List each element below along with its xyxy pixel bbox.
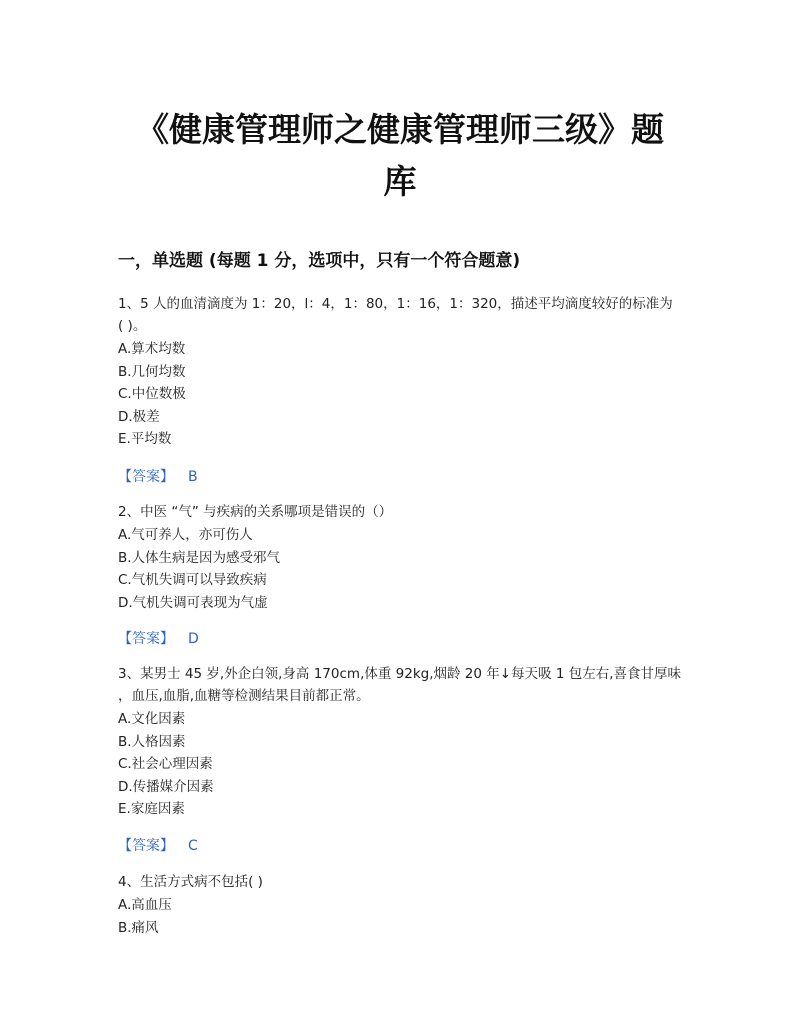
question-stem-line: ( )。 — [118, 318, 147, 334]
option-b: B.人格因素 — [118, 733, 186, 750]
question-stem-line: 3、某男士 45 岁,外企白领,身高 170cm,体重 92kg,烟龄 20 年↓每天吸 1 包左右,喜食甘厚味 — [118, 666, 682, 682]
option-a: A.文化因素 — [118, 711, 186, 727]
option-e: E.家庭因素 — [118, 801, 185, 817]
answer-2 — [118, 628, 199, 648]
option-c: C.中位数极 — [118, 386, 186, 402]
option-b: B.痛风 — [118, 919, 159, 936]
question-1 — [118, 293, 688, 451]
answer-label: 【答案】 — [118, 469, 174, 485]
question-stem — [118, 293, 688, 337]
title-line-1: 《健康管理师之健康管理师三级》题 — [136, 110, 664, 149]
answer-label: 【答案】 — [118, 631, 174, 647]
answer-3 — [118, 835, 198, 855]
question-stem — [118, 501, 688, 523]
option-a: A.气可养人，亦可伤人 — [118, 527, 253, 543]
document-title — [100, 104, 700, 208]
question-stem-line: 1、5 人的血清滴度为 1：20，l：4，1：80，1：16，1：320，描述平均滴度较好的标准为 — [118, 296, 673, 312]
question-3 — [118, 663, 688, 821]
question-stem — [118, 871, 688, 893]
answer-1 — [118, 466, 198, 486]
answer-value: C — [188, 838, 198, 854]
option-c: C.社会心理因素 — [118, 756, 213, 772]
question-2 — [118, 501, 688, 614]
option-b: B.人体生病是因为感受邪气 — [118, 549, 281, 566]
option-d: D.极差 — [118, 408, 160, 425]
option-e: E.平均数 — [118, 431, 172, 447]
question-4 — [118, 871, 688, 939]
answer-label: 【答案】 — [118, 838, 174, 854]
question-stem-line: 4、生活方式病不包括( ) — [118, 874, 263, 890]
option-d: D.传播媒介因素 — [118, 778, 214, 795]
question-stem-line: 2、中医 “气” 与疾病的关系哪项是错误的（） — [118, 504, 393, 520]
option-a: A.算术均数 — [118, 341, 186, 357]
option-d: D.气机失调可表现为气虚 — [118, 594, 268, 611]
title-line-2: 库 — [383, 162, 417, 201]
section-heading: 一，单选题 (每题 1 分，选项中，只有一个符合题意) — [118, 251, 521, 271]
question-stem-line: ，血压,血脂,血糖等检测结果目前都正常。 — [118, 688, 370, 704]
option-b: B.几何均数 — [118, 363, 186, 380]
answer-value: D — [188, 631, 199, 647]
option-c: C.气机失调可以导致疾病 — [118, 572, 267, 588]
question-stem — [118, 663, 688, 707]
option-a: A.高血压 — [118, 897, 172, 913]
answer-value: B — [188, 469, 198, 485]
